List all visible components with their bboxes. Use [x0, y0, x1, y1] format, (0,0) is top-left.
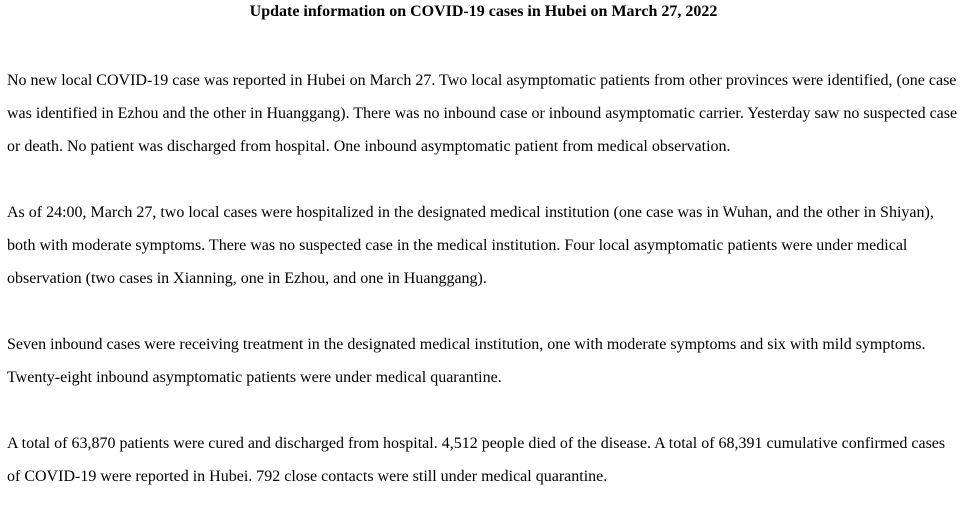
paragraph-new-cases: No new local COVID-19 case was reported in Hubei on March 27. Two local asymptomatic patients from other provinces were identified, (one case was identified in Ezhou and the other in Huanggang). There was no inbound case or inbound asymptomatic carrier. Yesterday saw no suspected case or death. No patient was discharged from hospital. One inbound asymptomatic patient from medical observation.	[7, 72, 958, 155]
paragraph-hospitalized: As of 24:00, March 27, two local cases were hospitalized in the designated medical institution (one case was in Wuhan, and the other in Shiyan), both with moderate symptoms. There was no suspected case in the medical institution. Four local asymptomatic patients were under medical observation (two cases in Xianning, one in Ezhou, and one in Huanggang).	[7, 204, 934, 287]
paragraph-totals: A total of 63,870 patients were cured and discharged from hospital. 4,512 people died of the disease. A total of 68,391 cumulative confirmed cases of COVID-19 were reported in Hubei. 792 close contacts were still under medical quarantine.	[7, 435, 946, 485]
paragraph-inbound: Seven inbound cases were receiving treatment in the designated medical institution, one with moderate symptoms and six with mild symptoms. Twenty-eight inbound asymptomatic patients were under medical quarantine.	[7, 336, 926, 386]
page-title: Update information on COVID-19 cases in Hubei on March 27, 2022	[249, 3, 718, 20]
